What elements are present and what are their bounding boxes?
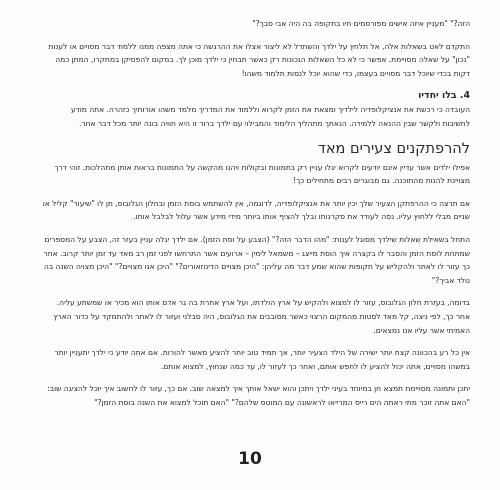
text-column (42, 17, 470, 418)
page-number: 10 (238, 449, 262, 469)
paragraph-middle-1: העובדה כי רכשת את אנציקלופדיה לילדיך ומצאת את הזמן לקרוא וללמוד את המדריך מלמד משהו אורותיך כזהרה. אתה מודע לחשיבות ולקשר שבין ההנאה ללמידה. הנאתך מתהליך הלימוד והמבילוי עם ילדך ברור זו היא חוויה בונה יותר מכל דבר אחר. (70, 105, 470, 128)
paragraph-bottom-4: בדומה, בעזרת חלון הגלובוס, עזור לו למצוא ולהקיש על ארץ הולדתו, ועל ארץ אחרת בה גר אדם אותו הוא מכיר או שמשתע עליה. אחר כך, לפי ניצה, קל מאד לסטות מהמקום הרצוי כאשר מסובבים את הגלובוס, היה סבלני ועזור לו לאתר ולהתמקד על כדור הארץ האמיתי אשר עליו אנו נמצאים. (53, 298, 470, 335)
paragraph-bottom-1: אפילו ילדים אשר עדיין אינם יודעים לקרוא יגלו עניין רק בתמונות ובקולות ויהנו מהקשה על התמונות בראות אותן מתהלכות. זוהי דרך מצויינת להנות מהתוכנה. גם מבוגרים רבים מתחילים כך! (54, 162, 470, 186)
subheading: 4. בלו יחדיו (418, 90, 470, 102)
paragraph-bottom-2: אם תרצה כי ההרפתקן הצעיר שלך יכין יותר את אנציקלופדיה, לדוגמה, אין להשתמש בוסת הזמן ובחלון הגלובוס, תן לו "שיעור" קליל או שניים מבלי ללחוץ עליו. נסה לעודד את סקרנותו ובלך להציף אותו ביותר מידי מידע אשר עלול לבלבל אותו. (42, 198, 470, 222)
paragraph-top-1: הזה?" "מעניין איזה אישים מפורסמים חיו בתקופה בה היה אבי סבך?" (252, 19, 470, 28)
paragraph-top-2: התקדם לאט בשאלות אלה, אל תלחץ על ילדך והשתדל לא ליצור אצלו את ההרגשה כי אתה מצפה ממנו ללמוד דבר מסויים או לענות "נכון" על שאלה מסויימת. אפשר כי לא כל השאלות הנכונות רק כאשר תבחין כי ילדך מוכן לך. במקום להפסיקן במחקרו, המתן כמה דקות בכדי שיוכל דבר מסויים בעצמו, כדי שהוא יוכל לנסות תלמוד משהו! (48, 41, 470, 78)
paragraph-bottom-6: יתכן ותמונה מסויימת תמצא חן במיוחד בעיני ילדך ויתכן והוא ישאל אותך איך למצאה שוב. אם כך, עזור לו לחשוב איך יוכל להציגה שוב: "האם אתה זוכר מתי ראתה הים רייס המרייאו לראשונה עם המוטס שלהם?" "האם תוכל למצוא את השנה בוסת הזמן?" (47, 384, 470, 407)
paragraph-bottom-3: התחל בשאילת שאלות שילדך מסוגל לענות: "מהו הדבר הזה?" (הצבע על וסת הזמן). אם ילדך יגלה עניין בעזר זה, הצבע על המספרים שמתחת לוסת הזמן והסבר לו בקצרה איך הוסת מייצג – משמאל לימין – ארועים אשר התרחשו לפני זמן רב מאד עד זמן יותר קרוב. אחר כך עזור לו לאתר ולהקליש על תקופות שהוא שמע דבר מה עליהן: "היכן מצויים הדינוזאורים?" "היכן אנו מצויים?" "היכן מצויה השנה בה נולד אביך?" (43, 234, 470, 285)
section-title: להרפתקנים צעירים מאד (317, 140, 470, 157)
paragraph-bottom-5: אין כל רע בהכוונה קצת יותר ישירה של הילד הצעיר יותר, אך תמיד טוב יותר להציע מאשר להורות. אם אתה יודע כי ילדך יתעניין יותר במשהו מסויים, אתה יכול להציע לו לחפש אותם, ואחר כך לעזור לו, עד כמה שנחוץ, למצוא אותם. (54, 348, 470, 371)
